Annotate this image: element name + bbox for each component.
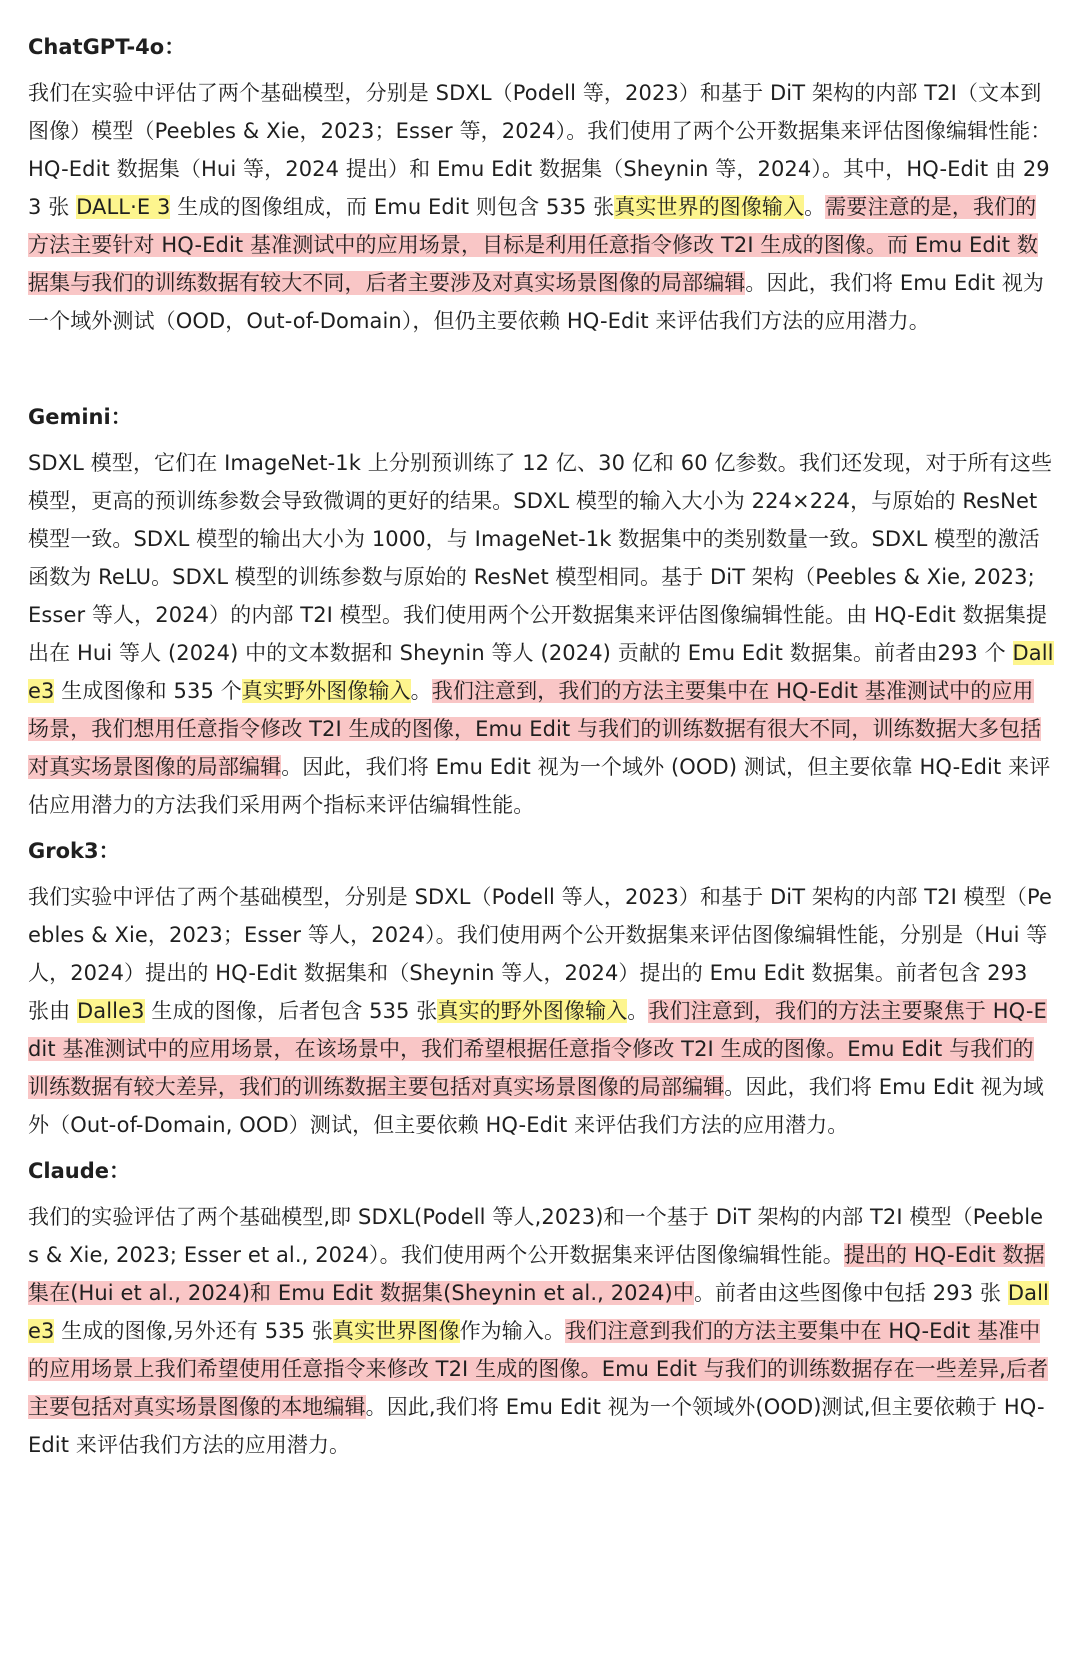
- text-segment: 我们实验中评估了两个基础模型，分别是 SDXL（Podell 等人，2023）和基于 DiT 架构的内部 T2I 模型（Peebles & Xie，2023；Esser 等人，2024）。我们使用两个公开数据集来评估图像编辑性能，分别是（Hui 等人，2024）提出的 HQ-Edit 数据集和（Sheynin 等人，2024）提出的 Emu Edit 数据集。前者包含 293 张由: [28, 885, 1053, 1023]
- text-segment: 。: [804, 195, 826, 219]
- text-segment: 作为输入。: [459, 1319, 566, 1343]
- text-segment: 。前者由这些图像中包括 293 张: [693, 1281, 1008, 1305]
- text-segment: 。: [627, 999, 649, 1023]
- text-segment: 生成图像和 535 个: [54, 679, 242, 703]
- highlight-yellow: Dalle3: [28, 641, 1054, 703]
- section-chatgpt: [28, 30, 1054, 340]
- text-segment: 。因此，我们将 Emu Edit 视为一个域外 (OOD) 测试，但主要依靠 HQ-Edit 来评估应用潜力的方法我们采用两个指标来评估编辑性能。: [28, 755, 1051, 817]
- text-segment: SDXL 模型，它们在 ImageNet-1k 上分别预训练了 12 亿、30 亿和 60 亿参数。我们还发现，对于所有这些模型，更高的预训练参数会导致微调的更好的结果。SDXL 模型的输入大小为 224×224，与原始的 ResNet 模型一致。SDXL 模型的输出大小为 1000，与 ImageNet-1k 数据集中的类别数量一致。SDXL 模型的激活函数为 ReLU。SDXL 模型的训练参数与原始的 ResNet 模型相同。基于 DiT 架构（Peebles & Xie, 2023; Esser 等人，2024）的内部 T2I 模型。我们使用两个公开数据集来评估图像编辑性能。由 HQ-Edit 数据集提出在 Hui 等人 (2024) 中的文本数据和 Sheynin 等人 (2024) 贡献的 Emu Edit 数据集。前者由293 个: [28, 451, 1053, 665]
- highlight-yellow: 真实世界图像: [332, 1319, 460, 1343]
- highlight-yellow: 真实世界的图像输入: [614, 195, 805, 219]
- section-spacer: [28, 1144, 1054, 1154]
- section-spacer: [28, 824, 1054, 834]
- text-segment: 。因此，我们将 Emu Edit 视为域外（Out-of-Domain, OOD）测试，但主要依赖 HQ-Edit 来评估我们方法的应用潜力。: [28, 1075, 1045, 1137]
- highlight-yellow: 真实的野外图像输入: [437, 999, 628, 1023]
- text-segment: 生成的图像组成，而 Emu Edit 则包含 535 张: [170, 195, 615, 219]
- text-segment: 。: [410, 679, 432, 703]
- paragraph-grok3: [28, 878, 1054, 1144]
- model-title-grok3: Grok3：: [28, 839, 120, 863]
- text-segment: 我们的实验评估了两个基础模型,即 SDXL(Podell 等人,2023)和一个基于 DiT 架构的内部 T2I 模型（Peebles & Xie, 2023; Esser et al., 2024）。我们使用两个公开数据集来评估图像编辑性能。: [28, 1205, 1044, 1267]
- model-title-chatgpt: ChatGPT-4o：: [28, 35, 186, 59]
- paragraph-chatgpt: [28, 74, 1054, 340]
- model-title-claude: Claude：: [28, 1159, 131, 1183]
- section-spacer: [28, 340, 1054, 400]
- highlight-red: 我们注意到我们的方法主要集中在 HQ-Edit 基准中的应用场景上我们希望使用任意指令来修改 T2I 生成的图像。Emu Edit 与我们的训练数据存在一些差异,后者主要包括对真实场景图像的本地编辑: [28, 1319, 1049, 1419]
- highlight-red: 我们注意到，我们的方法主要聚焦于 HQ-Edit 基准测试中的应用场景，在该场景中，我们希望根据任意指令修改 T2I 生成的图像。Emu Edit 与我们的训练数据有较大差异，我们的训练数据主要包括对真实场景图像的局部编辑: [28, 999, 1047, 1099]
- highlight-yellow: DALL·E 3: [76, 195, 171, 219]
- highlight-yellow: 真实野外图像输入: [241, 679, 411, 703]
- section-gemini: [28, 400, 1054, 824]
- section-grok3: [28, 834, 1054, 1144]
- text-segment: 。因此,我们将 Emu Edit 视为一个领域外(OOD)测试,但主要依赖于 HQ-Edit 来评估我们方法的应用潜力。: [28, 1395, 1045, 1457]
- text-segment: 生成的图像,另外还有 535 张: [54, 1319, 333, 1343]
- highlight-yellow: Dalle3: [28, 1281, 1049, 1343]
- highlight-red: 我们注意到，我们的方法主要集中在 HQ-Edit 基准测试中的应用场景，我们想用任意指令修改 T2I 生成的图像，Emu Edit 与我们的训练数据有很大不同，训练数据大多包括对真实场景图像的局部编辑: [28, 679, 1042, 779]
- section-claude: [28, 1154, 1054, 1464]
- highlight-red: 需要注意的是，我们的方法主要针对 HQ-Edit 基准测试中的应用场景，目标是利用任意指令修改 T2I 生成的图像。而 Emu Edit 数据集与我们的训练数据有较大不同，后者主要涉及对真实场景图像的局部编辑: [28, 195, 1038, 295]
- text-segment: 生成的图像，后者包含 535 张: [144, 999, 438, 1023]
- text-segment: 。因此，我们将 Emu Edit 视为一个域外测试（OOD，Out-of-Domain），但仍主要依赖 HQ-Edit 来评估我们方法的应用潜力。: [28, 271, 1045, 333]
- highlight-yellow: Dalle3: [76, 999, 145, 1023]
- model-title-gemini: Gemini：: [28, 405, 132, 429]
- text-segment: 我们在实验中评估了两个基础模型，分别是 SDXL（Podell 等，2023）和基于 DiT 架构的内部 T2I（文本到图像）模型（Peebles & Xie，2023；Esser 等，2024）。我们使用了两个公开数据集来评估图像编辑性能：HQ-Edit 数据集（Hui 等，2024 提出）和 Emu Edit 数据集（Sheynin 等，2024）。其中，HQ-Edit 由 293 张: [28, 81, 1052, 219]
- paragraph-claude: [28, 1198, 1054, 1464]
- highlight-red: 提出的 HQ-Edit 数据集在(Hui et al., 2024)和 Emu Edit 数据集(Sheynin et al., 2024)中: [28, 1243, 1045, 1305]
- paragraph-gemini: [28, 444, 1054, 824]
